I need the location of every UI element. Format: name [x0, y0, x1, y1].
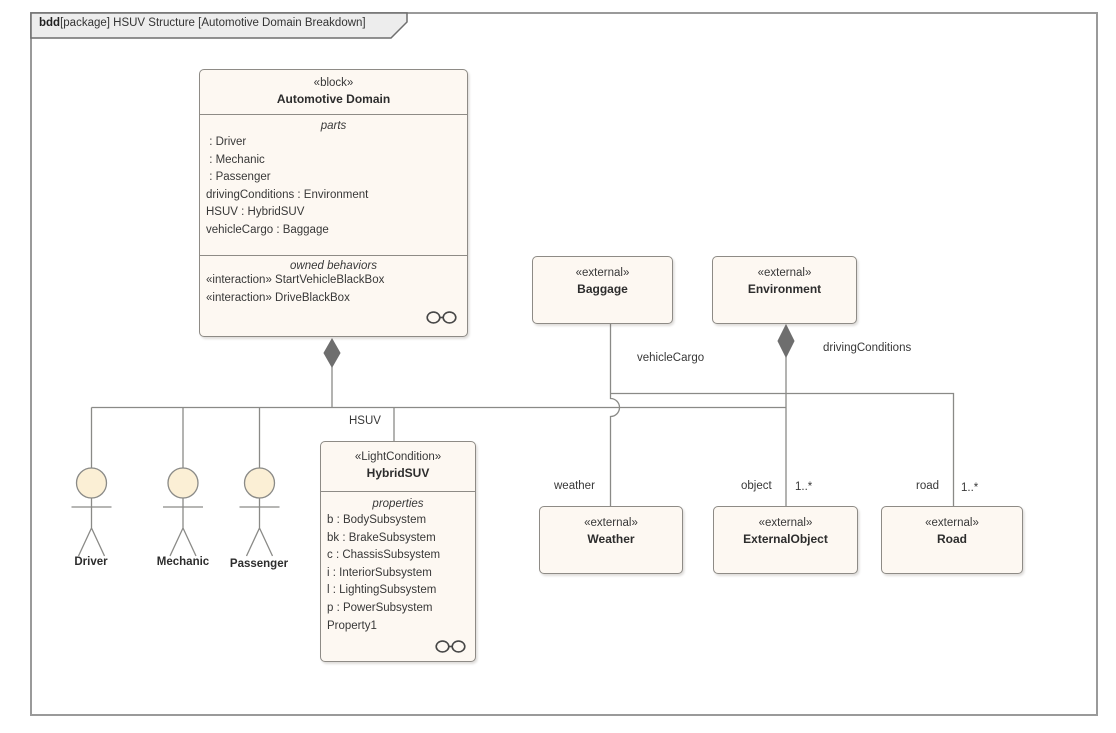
block-stereotype: «external» — [758, 517, 813, 529]
part-item: drivingConditions : Environment — [206, 188, 369, 201]
block-automotive-domain[interactable] — [199, 69, 468, 337]
block-road[interactable] — [881, 506, 1023, 574]
properties-compartment — [321, 491, 475, 662]
actor-mechanic-icon[interactable] — [163, 468, 203, 556]
block-weather[interactable] — [539, 506, 683, 574]
actor-passenger-label: Passenger — [229, 558, 289, 570]
block-hybrid-suv[interactable] — [320, 441, 476, 662]
block-name: Road — [937, 532, 967, 546]
role-label-driving-conditions: drivingConditions — [823, 342, 912, 354]
composition-bus-environment[interactable] — [611, 357, 954, 506]
parts-compartment — [200, 114, 467, 255]
composition-diamond-automotive-domain[interactable] — [324, 339, 340, 367]
properties-compartment-label: properties — [372, 498, 424, 510]
block-name: Baggage — [577, 282, 628, 296]
actor-passenger-icon[interactable] — [240, 468, 280, 556]
block-stereotype: «external» — [925, 517, 979, 529]
property-item: b : BodySubsystem — [327, 514, 427, 526]
owned-behaviors-label: owned behaviors — [290, 260, 377, 272]
parts-compartment-label: parts — [320, 120, 347, 132]
property-item: bk : BrakeSubsystem — [327, 531, 436, 544]
composition-diamond-environment[interactable] — [778, 325, 794, 357]
block-stereotype: «external» — [575, 267, 630, 279]
block-header — [321, 442, 475, 491]
role-label-road: road — [916, 480, 940, 492]
block-stereotype: «block» — [313, 77, 354, 89]
block-stereotype: «external» — [584, 517, 638, 529]
block-stereotype: «external» — [757, 267, 812, 279]
owned-behaviors-compartment — [200, 255, 467, 337]
actor-mechanic-label: Mechanic — [156, 556, 210, 568]
property-item: c : ChassisSubsystem — [327, 549, 441, 562]
behavior-item: «interaction» StartVehicleBlackBox — [206, 274, 385, 286]
role-label-vehicle-cargo: vehicleCargo — [637, 352, 705, 364]
multiplicity-road: 1..* — [961, 482, 979, 494]
composite-diagram-icon — [435, 639, 466, 654]
block-baggage[interactable] — [532, 256, 673, 324]
block-name: Environment — [747, 282, 822, 296]
part-item: : Passenger — [206, 171, 271, 184]
block-name: HybridSUV — [366, 466, 430, 480]
property-item: i : InteriorSubsystem — [327, 566, 432, 579]
part-item: vehicleCargo : Baggage — [206, 223, 329, 236]
behavior-item: «interaction» DriveBlackBox — [206, 291, 350, 304]
frame-label — [39, 17, 366, 29]
frame-title: [package] HSUV Structure [Automotive Domain Breakdown] — [60, 17, 366, 29]
property-item: Property1 — [327, 619, 377, 632]
property-item: l : LightingSubsystem — [327, 584, 437, 597]
block-name: Weather — [587, 532, 635, 546]
diagram-frame — [31, 13, 1097, 715]
block-header — [200, 70, 467, 114]
actor-driver-label: Driver — [74, 556, 108, 568]
block-stereotype: «LightCondition» — [354, 451, 442, 463]
part-item: : Mechanic — [206, 153, 265, 166]
composite-diagram-icon — [426, 310, 457, 325]
property-item: p : PowerSubsystem — [327, 601, 433, 614]
part-item: : Driver — [206, 136, 247, 148]
multiplicity-object: 1..* — [795, 481, 813, 493]
block-name: Automotive Domain — [276, 92, 391, 106]
block-external-object[interactable] — [713, 506, 858, 574]
frame-keyword: bdd — [39, 17, 61, 29]
role-label-object: object — [741, 480, 772, 492]
part-item: HSUV : HybridSUV — [206, 206, 305, 219]
actor-driver-icon[interactable] — [72, 468, 112, 556]
role-label-weather: weather — [554, 480, 595, 492]
role-label-hsuv: HSUV — [349, 415, 381, 427]
block-environment[interactable] — [712, 256, 857, 324]
connector-vehicle-cargo[interactable] — [611, 324, 620, 506]
block-name: ExternalObject — [743, 532, 828, 546]
